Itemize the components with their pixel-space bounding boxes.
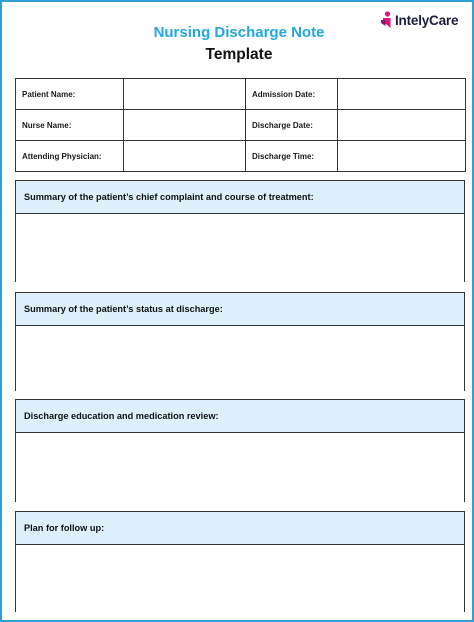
discharge-time-field[interactable] xyxy=(338,141,466,172)
discharge-date-field[interactable] xyxy=(338,110,466,141)
patient-name-field[interactable] xyxy=(124,79,246,110)
section-heading: Discharge education and medication review: xyxy=(16,400,464,433)
admission-date-label: Admission Date: xyxy=(246,79,338,110)
section-heading: Summary of the patient’s status at discharge: xyxy=(16,293,464,326)
table-row xyxy=(16,141,466,172)
section-heading: Plan for follow up: xyxy=(16,512,464,545)
section-education-medication xyxy=(15,399,465,502)
education-medication-field[interactable] xyxy=(16,433,464,502)
table-row xyxy=(16,79,466,110)
attending-physician-label: Attending Physician: xyxy=(16,141,124,172)
brand-name: IntelyCare xyxy=(395,12,459,28)
chief-complaint-field[interactable] xyxy=(16,214,464,282)
section-follow-up xyxy=(15,511,465,612)
follow-up-field[interactable] xyxy=(16,545,464,612)
patient-name-label: Patient Name: xyxy=(16,79,124,110)
section-heading: Summary of the patient’s chief complaint and course of treatment: xyxy=(16,181,464,214)
discharge-status-field[interactable] xyxy=(16,326,464,391)
admission-date-field[interactable] xyxy=(338,79,466,110)
attending-physician-field[interactable] xyxy=(124,141,246,172)
discharge-time-label: Discharge Time: xyxy=(246,141,338,172)
section-discharge-status xyxy=(15,292,465,391)
nurse-name-label: Nurse Name: xyxy=(16,110,124,141)
document-title: Nursing Discharge Note xyxy=(153,24,325,41)
nurse-name-field[interactable] xyxy=(124,110,246,141)
document-subtitle: Template xyxy=(205,46,273,63)
patient-info-table xyxy=(15,78,466,172)
table-row xyxy=(16,110,466,141)
discharge-date-label: Discharge Date: xyxy=(246,110,338,141)
section-chief-complaint xyxy=(15,180,465,282)
